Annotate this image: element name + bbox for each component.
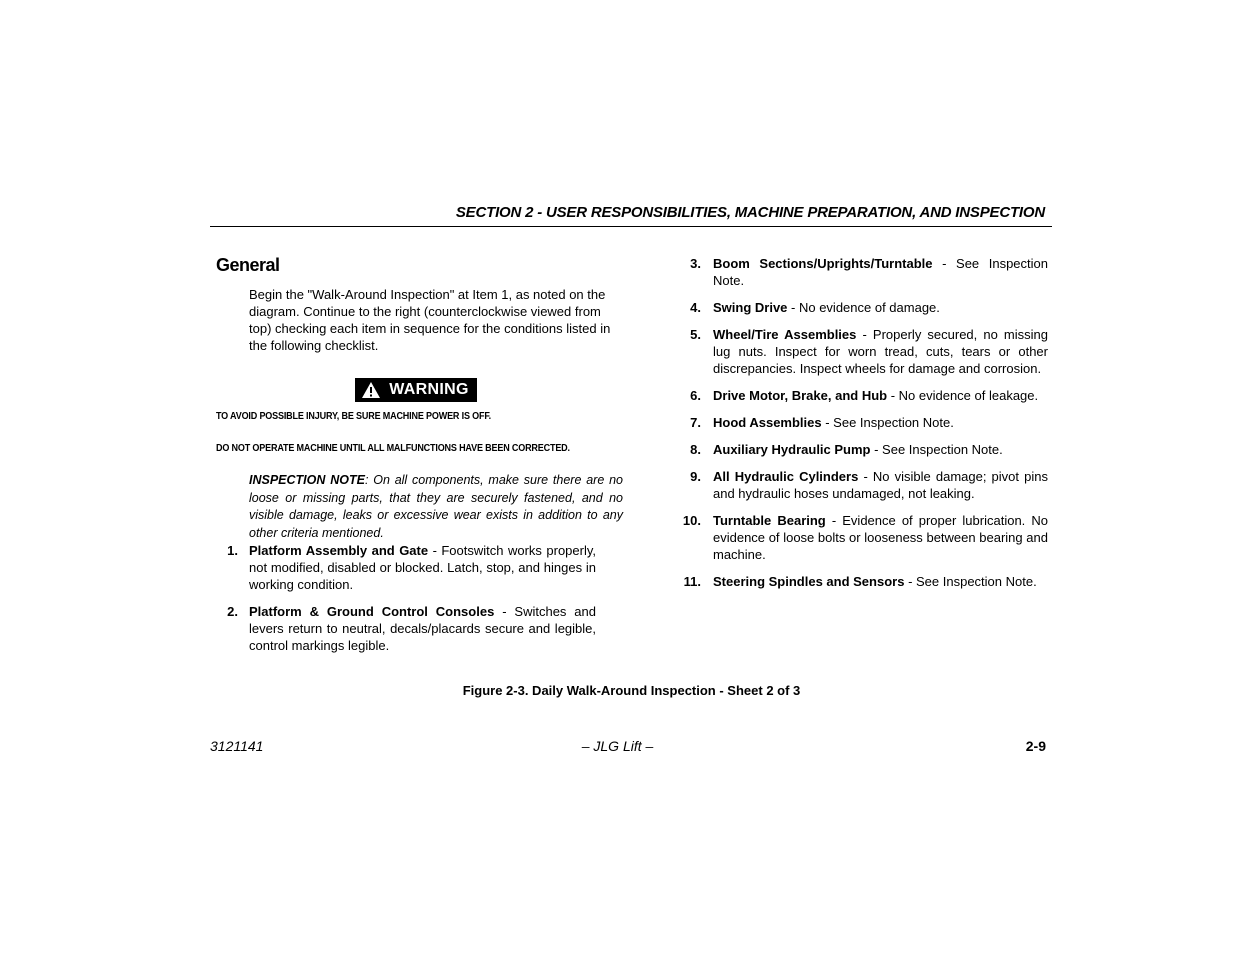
footer-page-number: 2-9 (1025, 738, 1046, 754)
list-item (668, 512, 1048, 563)
item-text (713, 387, 1048, 404)
item-number: 10. (682, 513, 701, 528)
item-title: All Hydraulic Cylinders (713, 469, 859, 484)
item-title: Drive Motor, Brake, and Hub (713, 388, 888, 403)
item-desc: - See Inspection Note. (870, 442, 1003, 457)
item-number: 3. (690, 256, 701, 271)
item-number: 11. (683, 574, 701, 589)
item-desc: - Footswitch works properly, not modified, disabled or blocked. Latch, stop, and hinges in working condition. (249, 543, 596, 592)
list-item (668, 326, 1048, 377)
list-item (216, 603, 596, 654)
list-item (216, 542, 596, 593)
item-text (249, 542, 596, 593)
general-heading: General (216, 255, 280, 275)
item-desc: - Properly secured, no missing lug nuts. Inspect for worn tread, cuts, tears or other discrepancies. Inspect wheels for damage and corrosion. (713, 327, 1048, 376)
footer-doc-number: 3121141 (210, 738, 264, 754)
item-title: Steering Spindles and Sensors (713, 574, 905, 589)
item-desc: - See Inspection Note. (713, 256, 1048, 288)
list-item (668, 573, 1048, 590)
item-title: Turntable Bearing (713, 513, 826, 528)
item-desc: - Evidence of proper lubrication. No evidence of loose bolts or looseness between bearing and machine. (713, 513, 1048, 562)
item-desc: - No evidence of leakage. (887, 388, 1039, 403)
warning-block (216, 378, 616, 404)
checklist-left (216, 542, 596, 654)
page-header (210, 202, 1052, 227)
left-column (216, 255, 626, 664)
item-text (713, 512, 1048, 563)
item-number: 1. (227, 543, 238, 558)
item-title: Swing Drive (713, 300, 788, 315)
warning-label: WARNING (389, 381, 469, 398)
list-item (668, 441, 1048, 458)
item-title: Hood Assemblies (713, 415, 822, 430)
item-desc: - See Inspection Note. (821, 415, 954, 430)
item-title: Auxiliary Hydraulic Pump (713, 442, 871, 457)
item-text (713, 255, 1048, 289)
item-text (713, 573, 1048, 590)
checklist-right (668, 255, 1048, 590)
item-number: 6. (690, 388, 701, 403)
item-desc: - No visible damage; pivot pins and hydraulic hoses undamaged, not leaking. (713, 469, 1048, 501)
item-number: 4. (690, 300, 701, 315)
item-number: 9. (690, 469, 701, 484)
warning-badge (355, 378, 476, 402)
figure-caption: Figure 2-3. Daily Walk-Around Inspection - Sheet 2 of 3 (462, 683, 801, 698)
list-item (668, 387, 1048, 404)
item-desc: - No evidence of damage. (787, 300, 940, 315)
intro-paragraph: Begin the "Walk-Around Inspection" at Item 1, as noted on the diagram. Continue to the right (counterclockwise viewed from top) checking each item in sequence for the conditions listed in the following checklist. (249, 287, 611, 353)
list-item (668, 414, 1048, 431)
item-number: 7. (690, 415, 701, 430)
footer-center: – JLG Lift – (581, 738, 654, 754)
item-text (249, 603, 596, 654)
inspection-note (249, 472, 623, 542)
item-text (713, 299, 1048, 316)
item-title: Boom Sections/Uprights/Turntable (713, 256, 933, 271)
section-title: SECTION 2 - USER RESPONSIBILITIES, MACHINE PREPARATION, AND INSPECTION (455, 204, 1045, 221)
list-item (668, 299, 1048, 316)
item-title: Wheel/Tire Assemblies (713, 327, 857, 342)
item-text (713, 326, 1048, 377)
item-text (713, 468, 1048, 502)
list-item (668, 468, 1048, 502)
item-number: 8. (690, 442, 701, 457)
item-desc: - See Inspection Note. (904, 574, 1037, 589)
item-number: 5. (690, 327, 701, 342)
inspection-note-text: : On all components, make sure there are no loose or missing parts, that they are securely fastened, and no visible damage, leaks or excessive wear exists in addition to any other criteria mentioned. (249, 473, 623, 540)
warning-triangle-icon (361, 381, 381, 399)
item-title: Platform Assembly and Gate (249, 543, 429, 558)
item-text (713, 414, 1048, 431)
item-desc: - Switches and levers return to neutral, decals/placards secure and legible, control markings legible. (249, 604, 596, 653)
inspection-note-label: INSPECTION NOTE (249, 473, 365, 487)
right-column (668, 255, 1048, 600)
list-item (668, 255, 1048, 289)
warning-line-1: TO AVOID POSSIBLE INJURY, BE SURE MACHINE POWER IS OFF. (216, 410, 492, 422)
item-number: 2. (227, 604, 238, 619)
item-title: Platform & Ground Control Consoles (249, 604, 495, 619)
item-text (713, 441, 1048, 458)
warning-line-2: DO NOT OPERATE MACHINE UNTIL ALL MALFUNCTIONS HAVE BEEN CORRECTED. (216, 442, 570, 454)
